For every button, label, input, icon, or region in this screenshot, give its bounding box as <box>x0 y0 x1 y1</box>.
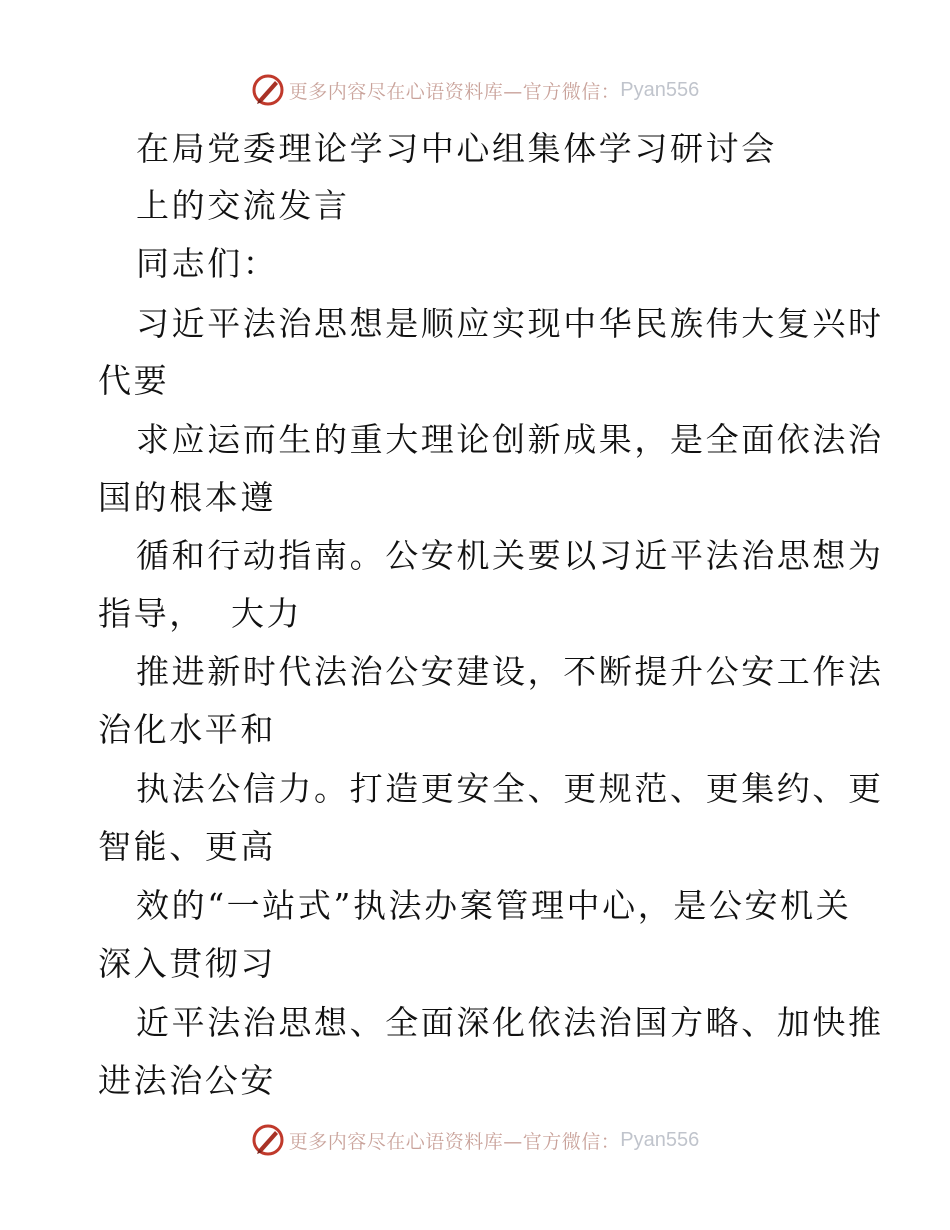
paragraph-line: 推进新时代法治公安建设，不断提升公安工作法 <box>136 652 884 691</box>
paragraph-line: 国的根本遵 <box>98 478 276 517</box>
paragraph-line: 近平法治思想、全面深化依法治国方略、加快推 <box>136 1003 884 1042</box>
watermark-account: Pyan556 <box>620 1128 700 1151</box>
watermark-text: 更多内容尽在心语资料库—官方微信： <box>288 1130 621 1153</box>
paragraph-line: 循和行动指南。公安机关要以习近平法治思想为 <box>136 536 884 575</box>
paragraph-line: 求应运而生的重大理论创新成果，是全面依法治 <box>136 420 884 459</box>
paragraph-line: 指导， 大力 <box>98 594 303 633</box>
paragraph-line: 执法公信力。打造更安全、更规范、更集约、更 <box>136 769 884 808</box>
footer-watermark <box>0 1120 950 1160</box>
document-title-line-1: 在局党委理论学习中心组集体学习研讨会 <box>136 129 777 168</box>
document-title-line-2: 上的交流发言 <box>136 186 350 225</box>
paragraph-line: 代要 <box>98 361 170 400</box>
paragraph-line: 习近平法治思想是顺应实现中华民族伟大复兴时 <box>136 304 884 343</box>
paragraph-line: 效的“一站式”执法办案管理中心，是公安机关 <box>136 886 852 925</box>
paragraph-line: 进法治公安 <box>98 1061 276 1100</box>
paragraph-line: 智能、更高 <box>98 827 276 866</box>
watermark-account: Pyan556 <box>620 78 700 101</box>
pen-logo-icon <box>251 1123 285 1157</box>
paragraph-line: 治化水平和 <box>98 710 276 749</box>
salutation: 同志们： <box>136 244 279 283</box>
watermark-text: 更多内容尽在心语资料库—官方微信： <box>288 80 621 103</box>
paragraph-line: 深入贯彻习 <box>98 944 276 983</box>
